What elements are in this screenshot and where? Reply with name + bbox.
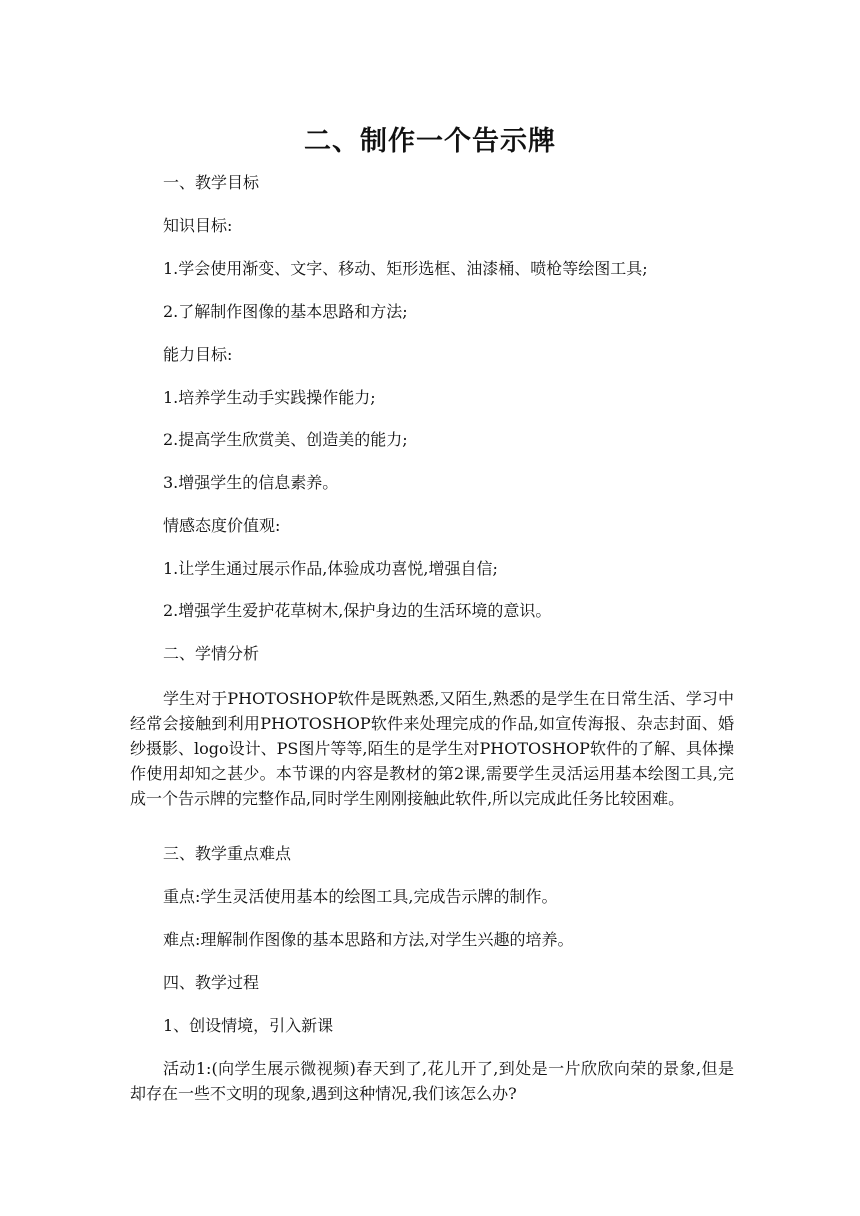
activity-1-paragraph: 活动1:(向学生展示微视频)春天到了,花儿开了,到处是一片欣欣向荣的景象,但是却存在一些不文明的现象,遇到这种情况,我们该怎么办? [130,1059,734,1103]
ability-item-3: 3.增强学生的信息素养。 [163,473,339,492]
subheading-ability-goals: 能力目标: [163,345,233,364]
heading-teaching-goals: 一、教学目标 [163,173,260,192]
knowledge-item-1: 1.学会使用渐变、文字、移动、矩形选框、油漆桶、喷枪等绘图工具; [163,259,648,278]
heading-key-points: 三、教学重点难点 [163,844,292,863]
attitude-item-2: 2.增强学生爱护花草树木,保护身边的生活环境的意识。 [163,601,552,620]
ability-item-2: 2.提高学生欣赏美、创造美的能力; [163,430,408,449]
key-point-focus: 重点:学生灵活使用基本的绘图工具,完成告示牌的制作。 [163,887,558,906]
process-step-1: 1、创设情境，引入新课 [163,1016,334,1035]
attitude-item-1: 1.让学生通过展示作品,体验成功喜悦,增强自信; [163,559,498,578]
learner-analysis-paragraph: 学生对于PHOTOSHOP软件是既熟悉,又陌生,熟悉的是学生在日常生活、学习中经常会接触到利用PHOTOSHOP软件来处理完成的作品,如宣传海报、杂志封面、婚纱摄影、logo设计、PS图片等等,陌生的是学生对PHOTOSHOP软件的了解、具体操作使用却知之甚少。本节课的内容是教材的第2课,需要学生灵活运用基本绘图工具,完成一个告示牌的完整作品,同时学生刚刚接触此软件,所以完成此任务比较困难。 [130,689,734,808]
knowledge-item-2: 2.了解制作图像的基本思路和方法; [163,302,408,321]
heading-teaching-process: 四、教学过程 [163,973,260,992]
subheading-attitude-values: 情感态度价值观: [163,516,281,535]
ability-item-1: 1.培养学生动手实践操作能力; [163,388,376,407]
key-point-difficulty: 难点:理解制作图像的基本思路和方法,对学生兴趣的培养。 [163,930,574,949]
heading-learner-analysis: 二、学情分析 [163,644,260,663]
subheading-knowledge-goals: 知识目标: [163,216,233,235]
document-title: 二、制作一个告示牌 [304,126,556,157]
